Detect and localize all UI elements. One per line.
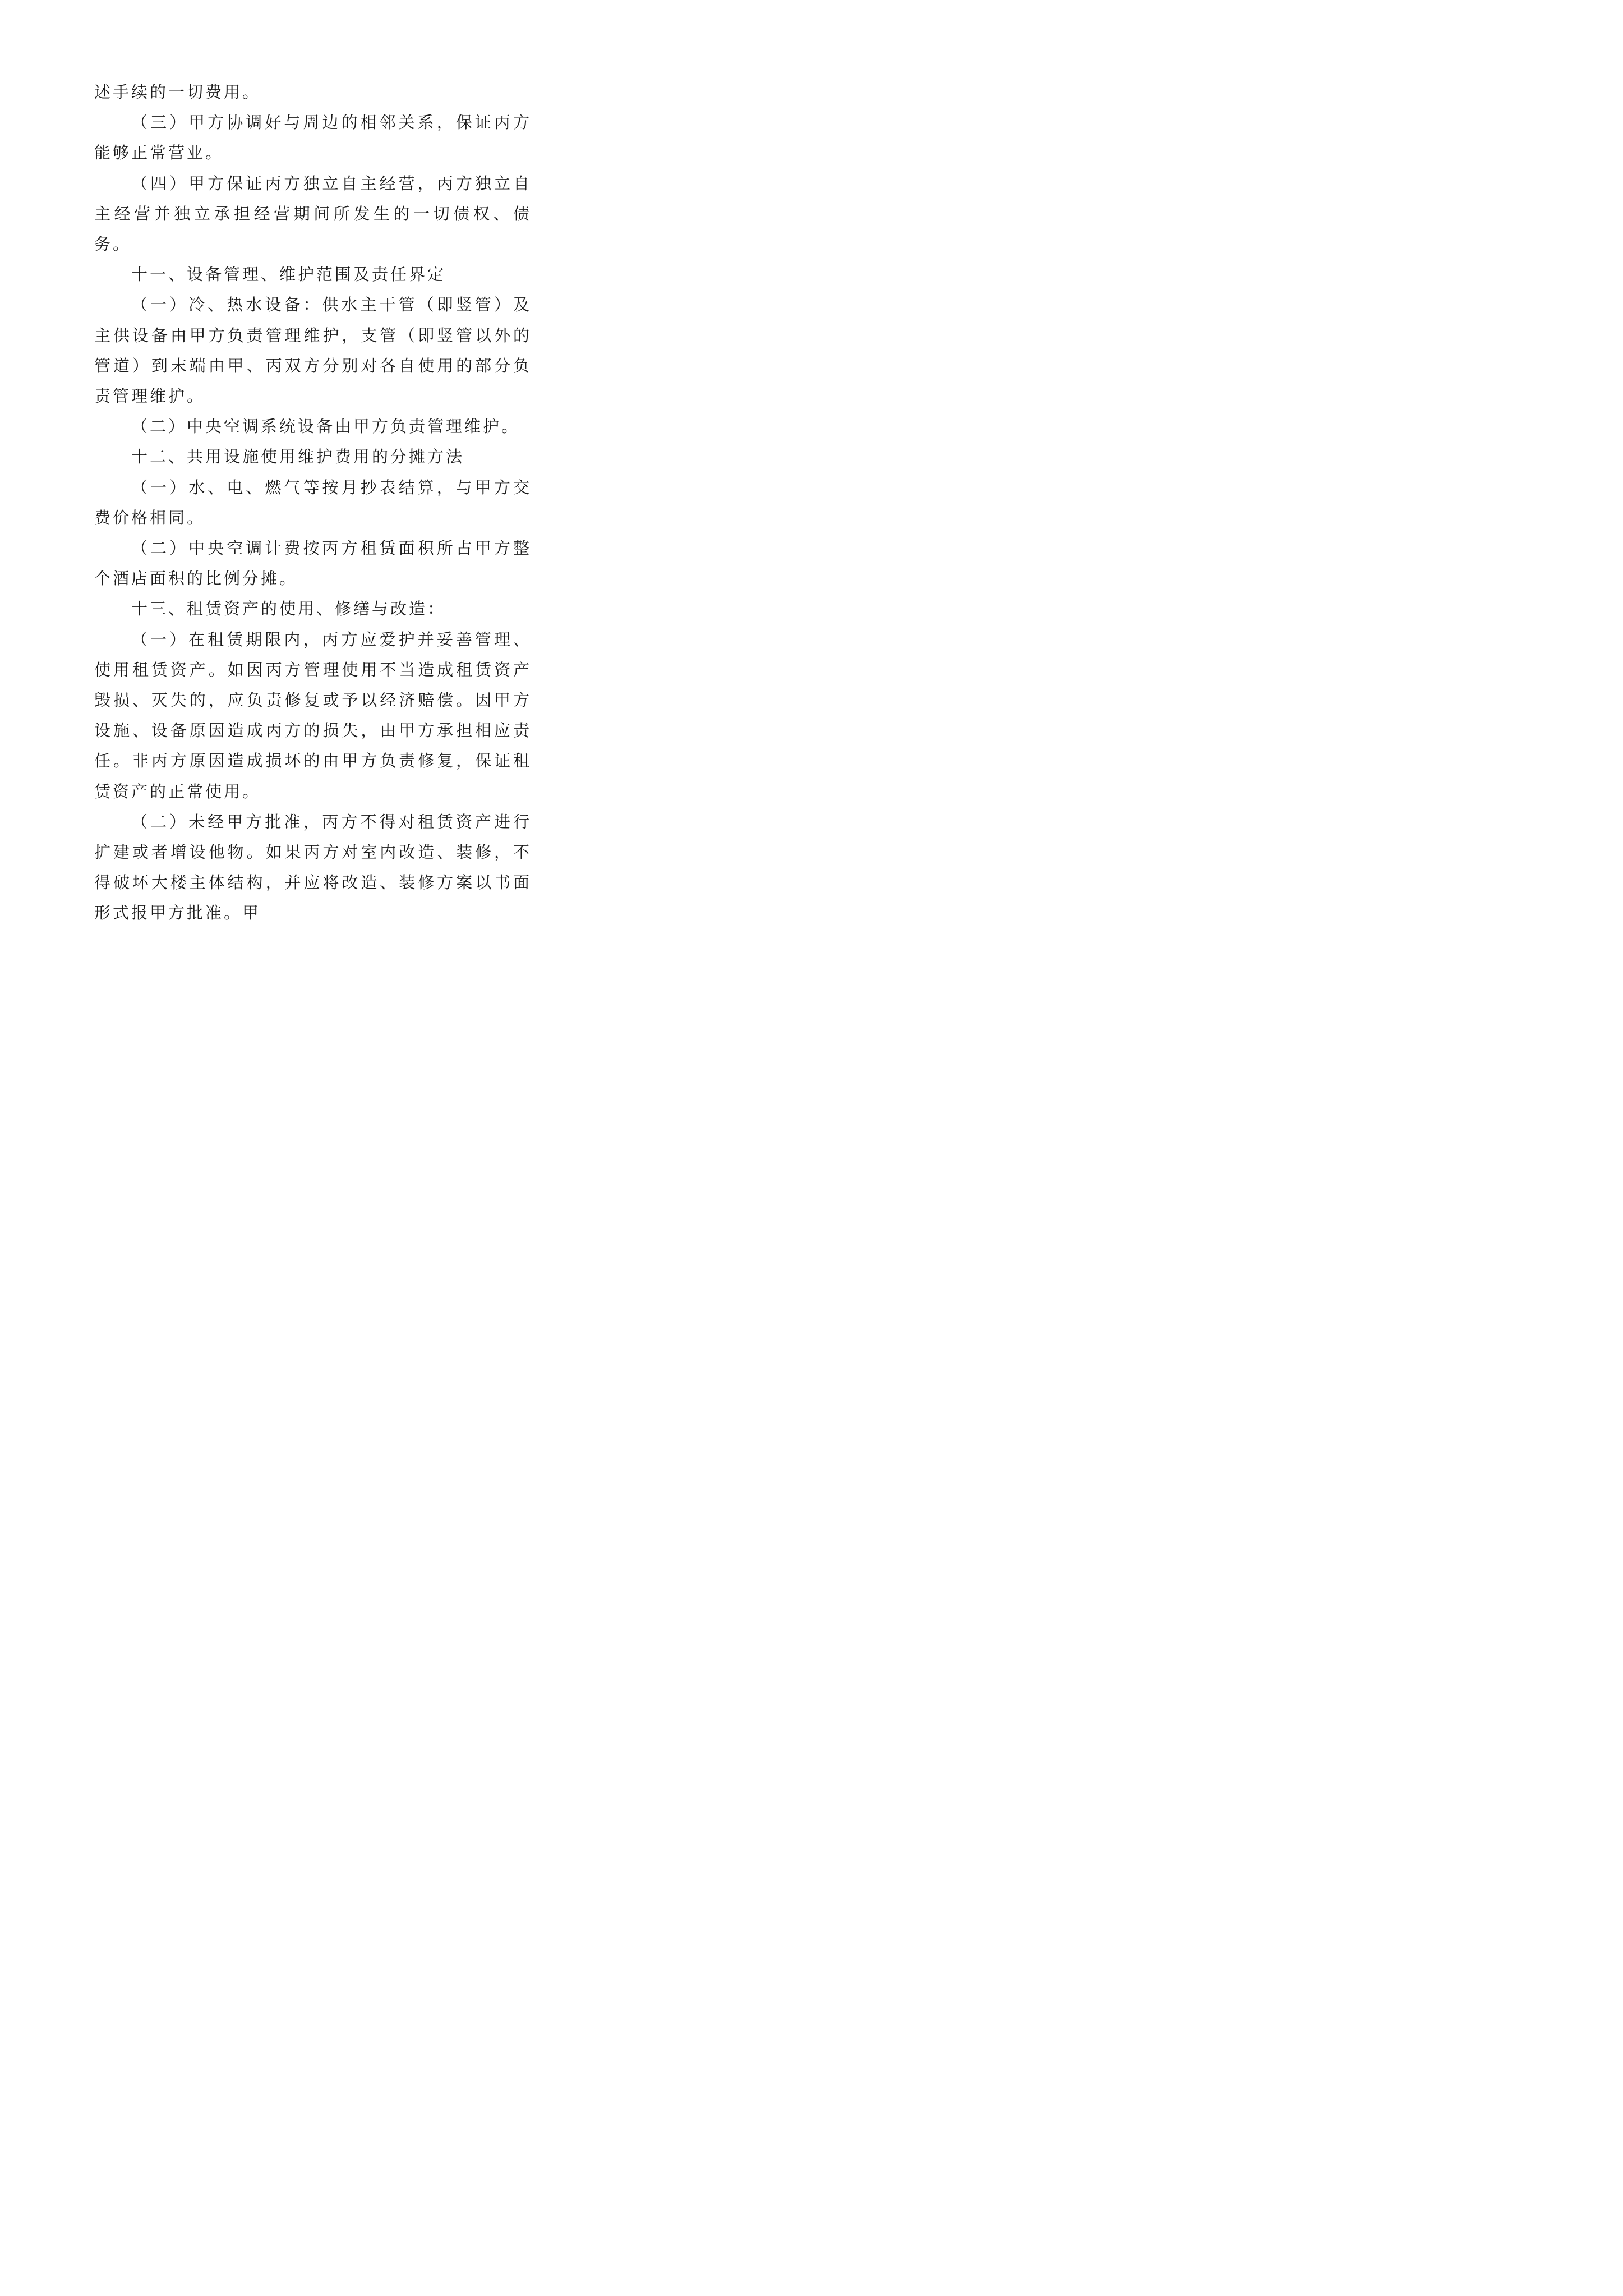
document-page <box>0 0 617 923</box>
paragraph-clause-11-2: （二）中央空调系统设备由甲方负责管理维护。 <box>131 417 520 436</box>
paragraph-continuation: 述手续的一切费用。 <box>94 82 261 102</box>
paragraph-clause-11-1: （一）冷、热水设备：供水主干管（即竖管）及主供设备由甲方负责管理维护，支管（即竖管以外的管道）到末端由甲、丙双方分别对各自使用的部分负责管理维护。 <box>94 295 532 406</box>
heading-section-12: 十二、共用设施使用维护费用的分摊方法 <box>131 447 465 467</box>
heading-section-11: 十一、设备管理、维护范围及责任界定 <box>131 265 446 284</box>
paragraph-clause-12-1: （一）水、电、燃气等按月抄表结算，与甲方交费价格相同。 <box>94 477 532 527</box>
paragraph-clause-13-2: （二）未经甲方批准，丙方不得对租赁资产进行扩建或者增设他物。如果丙方对室内改造、装修，不得破坏大楼主体结构，并应将改造、装修方案以书面形式报甲方批准。甲 <box>94 812 532 923</box>
document-body <box>94 77 532 928</box>
paragraph-clause-10-3: （三）甲方协调好与周边的相邻关系，保证丙方能够正常营业。 <box>94 113 532 163</box>
paragraph-clause-13-1: （一）在租赁期限内，丙方应爱护并妥善管理、使用租赁资产。如因丙方管理使用不当造成租赁资产毁损、灭失的，应负责修复或予以经济赔偿。因甲方设施、设备原因造成丙方的损失，由甲方承担相应责任。非丙方原因造成损坏的由甲方负责修复，保证租赁资产的正常使用。 <box>94 629 532 801</box>
paragraph-clause-12-2: （二）中央空调计费按丙方租赁面积所占甲方整个酒店面积的比例分摊。 <box>94 539 532 588</box>
paragraph-clause-10-4: （四）甲方保证丙方独立自主经营，丙方独立自主经营并独立承担经营期间所发生的一切债权、债务。 <box>94 173 532 254</box>
heading-section-13: 十三、租赁资产的使用、修缮与改造： <box>131 599 446 619</box>
